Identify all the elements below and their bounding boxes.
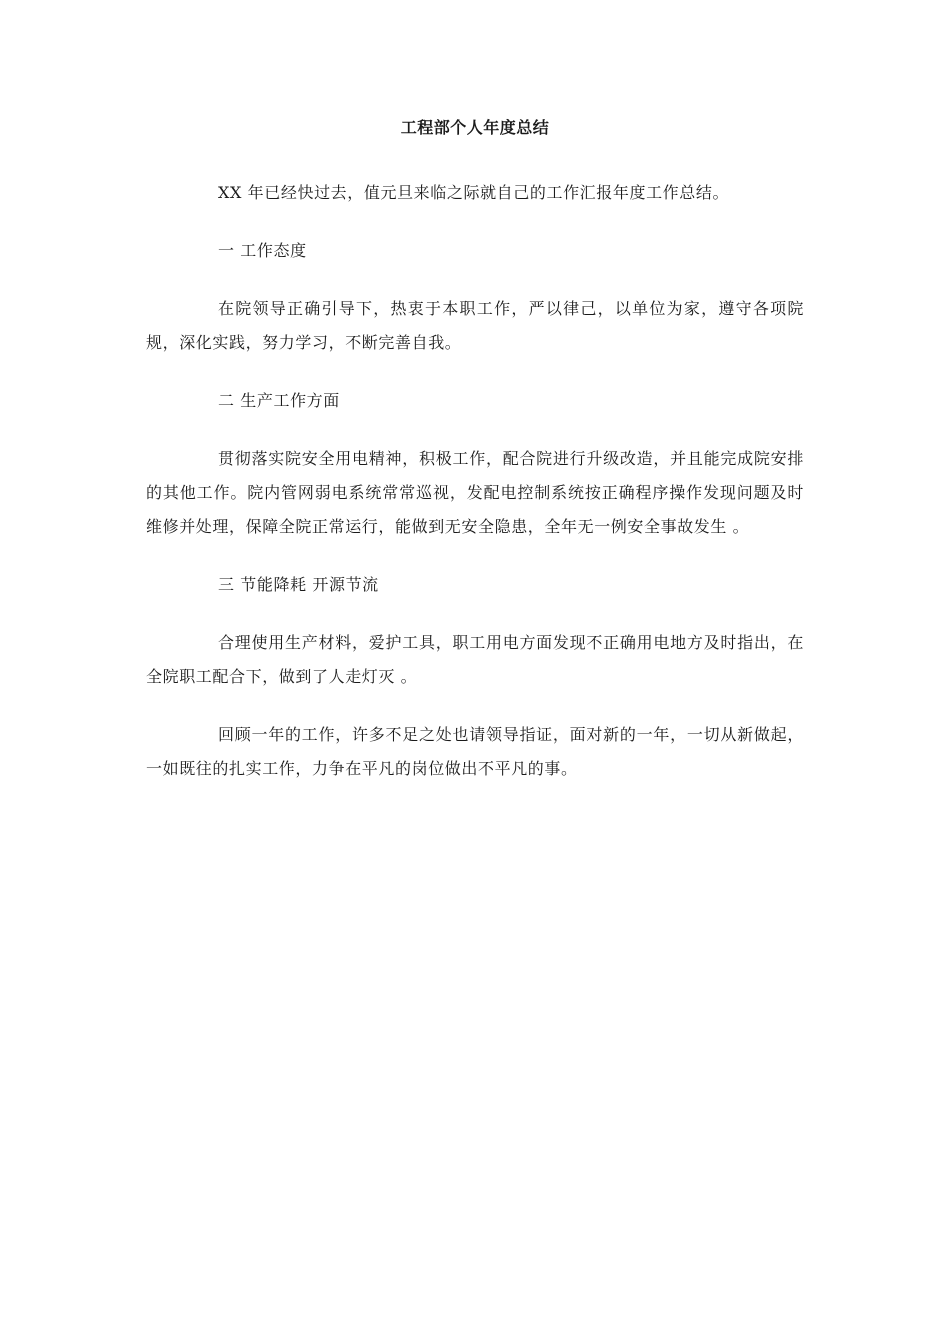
section-body-work-attitude: 在院领导正确引导下，热衷于本职工作，严以律己，以单位为家，遵守各项院规，深化实践，努力学习，不断完善自我。: [146, 299, 804, 352]
document-title: 工程部个人年度总结: [400, 118, 550, 137]
closing-paragraph: 回顾一年的工作，许多不足之处也请领导指证，面对新的一年，一切从新做起，一如既往的扎实工作，力争在平凡的岗位做出不平凡的事。: [146, 725, 804, 778]
section-heading-work-attitude: 一 工作态度: [218, 241, 307, 260]
section-body-production-work: 贯彻落实院安全用电精神，积极工作，配合院进行升级改造，并且能完成院安排的其他工作。院内管网弱电系统常常巡视，发配电控制系统按正确程序操作发现问题及时维修并处理，保障全院正常运行，能做到无安全隐患，全年无一例安全事故发生 。: [146, 449, 804, 536]
intro-paragraph: XX 年已经快过去，值元旦来临之际就自己的工作汇报年度工作总结。: [218, 183, 730, 202]
section-heading-production-work: 二 生产工作方面: [218, 391, 340, 410]
document-body: [146, 118, 804, 810]
section-heading-energy-saving: 三 节能降耗 开源节流: [218, 575, 379, 594]
section-body-energy-saving: 合理使用生产材料，爱护工具，职工用电方面发现不正确用电地方及时指出，在全院职工配合下，做到了人走灯灭 。: [146, 633, 804, 686]
